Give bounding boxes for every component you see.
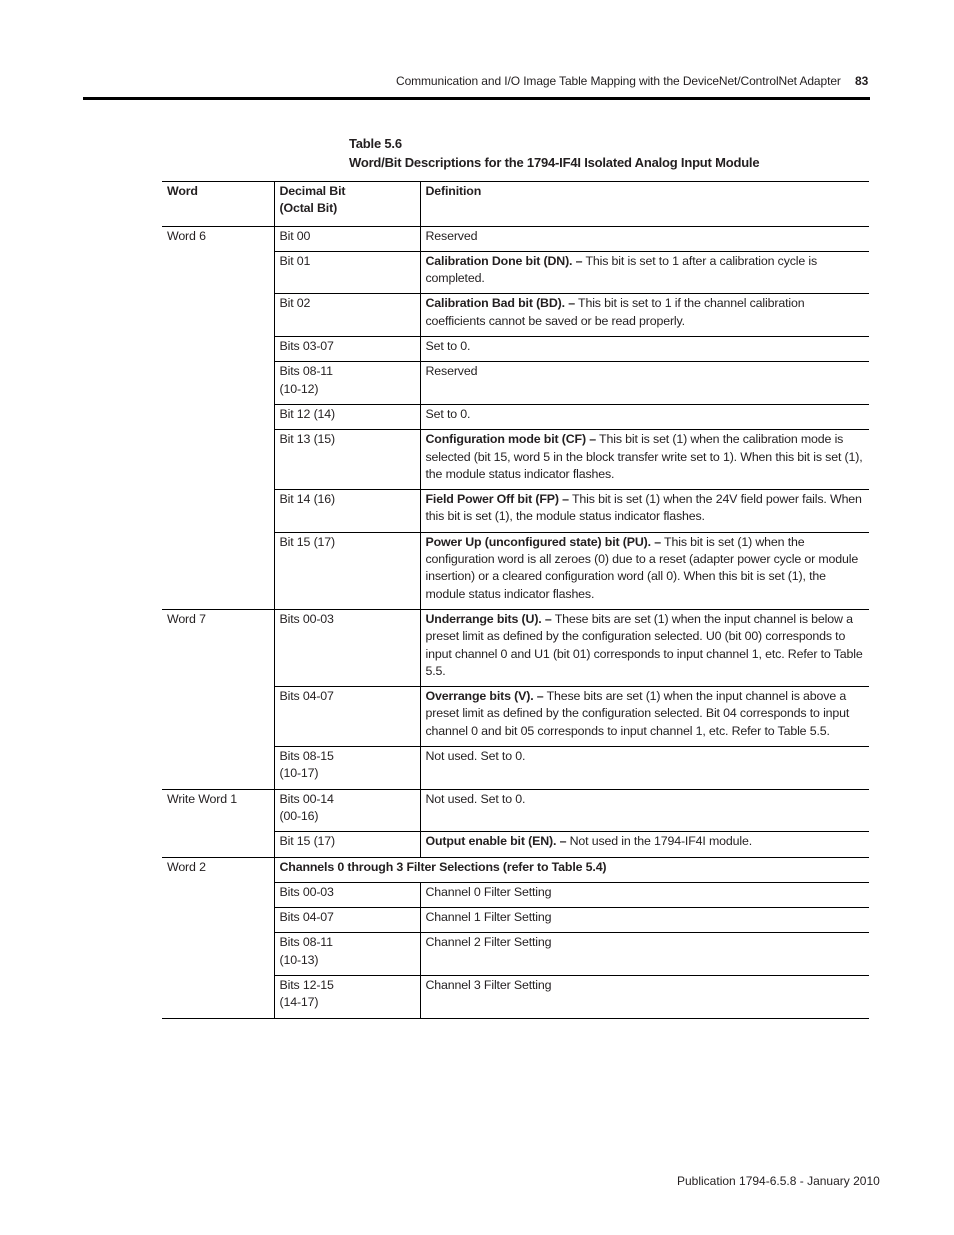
bit-cell (274, 430, 420, 490)
table-row (162, 362, 869, 405)
table-row (162, 226, 869, 251)
bit-label: Bit 02 (279, 296, 311, 311)
word-cell (162, 908, 274, 933)
definition-text: Reserved (425, 364, 478, 379)
word-cell: Word 2 (162, 857, 274, 882)
octal-bit-label: (14-17) (279, 995, 319, 1010)
table-row (162, 609, 869, 686)
bit-label: Bits 00-14 (279, 791, 334, 806)
bit-cell (274, 362, 420, 405)
bit-cell (274, 933, 420, 976)
definition-cell (420, 933, 869, 976)
table-row (162, 490, 869, 533)
table-body (162, 226, 869, 1018)
table-title: Word/Bit Descriptions for the 1794-IF4I Isolated Analog Input Module (349, 155, 760, 170)
word-cell: Word 7 (162, 609, 274, 686)
definition-cell (420, 609, 869, 686)
bit-cell (274, 832, 420, 857)
definition-text: Channel 3 Filter Setting (425, 977, 552, 992)
bit-label: Bit 12 (14) (279, 406, 336, 421)
definition-term: Field Power Off bit (FP) – (425, 492, 569, 507)
word-cell (162, 430, 274, 490)
bit-cell (274, 882, 420, 907)
table-row (162, 532, 869, 609)
definition-cell (420, 687, 869, 747)
definition-cell (420, 226, 869, 251)
definition-term: Configuration mode bit (CF) – (425, 432, 596, 447)
bit-description-table (162, 181, 869, 1019)
definition-text: Channel 2 Filter Setting (425, 935, 552, 950)
header-rule (83, 97, 870, 100)
definition-term: Calibration Bad bit (BD). – (425, 296, 575, 311)
definition-text: Set to 0. (425, 339, 471, 354)
definition-term: Power Up (unconfigured state) bit (PU). – (425, 534, 661, 549)
table-row (162, 251, 869, 294)
word-cell (162, 404, 274, 429)
bit-label: Bits 00-03 (279, 884, 334, 899)
word-cell (162, 687, 274, 747)
word-cell (162, 337, 274, 362)
definition-term: Underrange bits (U). – (425, 611, 552, 626)
definition-cell (420, 362, 869, 405)
octal-bit-label: (10-17) (279, 766, 319, 781)
definition-cell (420, 532, 869, 609)
column-header-bit-line2: (Octal Bit) (279, 201, 338, 216)
running-header: Communication and I/O Image Table Mapping with the DeviceNet/ControlNet Adapter (396, 74, 841, 88)
definition-cell (420, 908, 869, 933)
column-header-word: Word (167, 184, 198, 198)
definition-cell (420, 975, 869, 1018)
definition-text: These bits are set (1) when the input channel is below a preset limit as defined by the configuration selected. U0 (bit 00) corresponds to input channel 0 and U1 (bit 01) corresponds to input channel 1, etc. Refer to Table 5.5. (425, 611, 863, 678)
definition-cell (420, 832, 869, 857)
bit-label: Bits 12-15 (279, 977, 334, 992)
octal-bit-label: (00-16) (279, 808, 319, 823)
word-cell (162, 975, 274, 1018)
word-cell (162, 832, 274, 857)
bit-cell (274, 251, 420, 294)
octal-bit-label: (10-12) (279, 381, 319, 396)
bit-label: Bit 14 (16) (279, 492, 336, 507)
octal-bit-label: (10-13) (279, 952, 319, 967)
bit-label: Bits 00-03 (279, 611, 334, 626)
word-cell: Word 6 (162, 226, 274, 251)
table-header-row (162, 182, 869, 227)
table-row (162, 789, 869, 832)
bit-cell (274, 908, 420, 933)
bit-cell (274, 975, 420, 1018)
bit-label: Bit 15 (17) (279, 534, 336, 549)
definition-cell (420, 337, 869, 362)
bit-cell (274, 532, 420, 609)
column-header-bit (274, 182, 420, 227)
definition-text: Reserved (425, 228, 478, 243)
definition-text: Channel 0 Filter Setting (425, 884, 552, 899)
definition-text: This bit is set (1) when the calibration mode is selected (bit 15, word 5 in the block transfer write set to 1). When this bit is set (1), the module status indicator flashes. (425, 432, 863, 481)
table-row (162, 975, 869, 1018)
bit-cell (274, 294, 420, 337)
bit-label: Bit 00 (279, 228, 311, 243)
definition-text: Not used. Set to 0. (425, 749, 526, 764)
definition-text: Set to 0. (425, 406, 471, 421)
word-cell (162, 532, 274, 609)
word-cell: Write Word 1 (162, 789, 274, 832)
publication-footer: Publication 1794-6.5.8 - January 2010 (677, 1174, 880, 1188)
table-number: Table 5.6 (349, 136, 402, 151)
table-row (162, 832, 869, 857)
definition-cell (420, 251, 869, 294)
bit-cell (274, 747, 420, 790)
table-row (162, 933, 869, 976)
definition-term: Output enable bit (EN). – (425, 834, 567, 849)
definition-term: Calibration Done bit (DN). – (425, 253, 583, 268)
table-row (162, 687, 869, 747)
page-number: 83 (855, 74, 869, 88)
bit-cell (274, 687, 420, 747)
bit-cell (274, 490, 420, 533)
word-cell (162, 251, 274, 294)
table-caption (349, 134, 759, 172)
definition-text: Channel 1 Filter Setting (425, 910, 552, 925)
definition-cell (420, 882, 869, 907)
definition-text: This bit is set to 1 if the channel calibration coefficients cannot be saved or be read properly. (425, 296, 805, 328)
definition-text: Not used in the 1794-IF4I module. (566, 834, 753, 849)
definition-cell (420, 789, 869, 832)
table-row (162, 404, 869, 429)
word-cell (162, 362, 274, 405)
span-heading: Channels 0 through 3 Filter Selections (refer to Table 5.4) (274, 857, 869, 882)
bit-cell (274, 337, 420, 362)
definition-text: Not used. Set to 0. (425, 791, 526, 806)
definition-cell (420, 490, 869, 533)
table-row (162, 747, 869, 790)
table-row (162, 908, 869, 933)
bit-cell (274, 226, 420, 251)
word-cell (162, 294, 274, 337)
bit-label: Bits 03-07 (279, 339, 334, 354)
definition-text: This bit is set (1) when the 24V field power fails. When this bit is set (1), the module status indicator flashes. (425, 492, 862, 524)
definition-cell (420, 430, 869, 490)
definition-term: Overrange bits (V). – (425, 689, 544, 704)
table-row (162, 882, 869, 907)
bit-cell (274, 404, 420, 429)
bit-label: Bit 01 (279, 253, 311, 268)
bit-label: Bits 08-11 (279, 935, 333, 950)
bit-label: Bits 08-11 (279, 364, 333, 379)
word-cell (162, 882, 274, 907)
table-row (162, 430, 869, 490)
column-header-definition: Definition (420, 182, 869, 227)
word-cell (162, 747, 274, 790)
definition-cell (420, 747, 869, 790)
bit-label: Bits 04-07 (279, 689, 334, 704)
bit-label: Bits 08-15 (279, 749, 334, 764)
bit-cell (274, 789, 420, 832)
table-row (162, 857, 869, 882)
bit-label: Bit 13 (15) (279, 432, 336, 447)
definition-cell (420, 404, 869, 429)
bit-cell (274, 609, 420, 686)
word-cell (162, 490, 274, 533)
bit-label: Bit 15 (17) (279, 834, 336, 849)
definition-text: This bit is set (1) when the configuration word is all zeroes (0) due to a reset (adapter power cycle or module insertion) or a cleared configuration word (all 0). When this bit is set (1), the module status indicator flashes. (425, 534, 859, 601)
definition-text: This bit is set to 1 after a calibration cycle is completed. (425, 253, 818, 286)
definition-text: These bits are set (1) when the input channel is above a preset limit as defined by the configuration selected. Bit 04 corresponds to input channel 0 and bit 05 corresponds to input channel 1, etc. Refer to Table 5.5. (425, 689, 850, 738)
column-header-bit-line1: Decimal Bit (279, 184, 346, 198)
definition-cell (420, 294, 869, 337)
table-row (162, 337, 869, 362)
bit-label: Bits 04-07 (279, 910, 334, 925)
table-row (162, 294, 869, 337)
word-cell (162, 933, 274, 976)
